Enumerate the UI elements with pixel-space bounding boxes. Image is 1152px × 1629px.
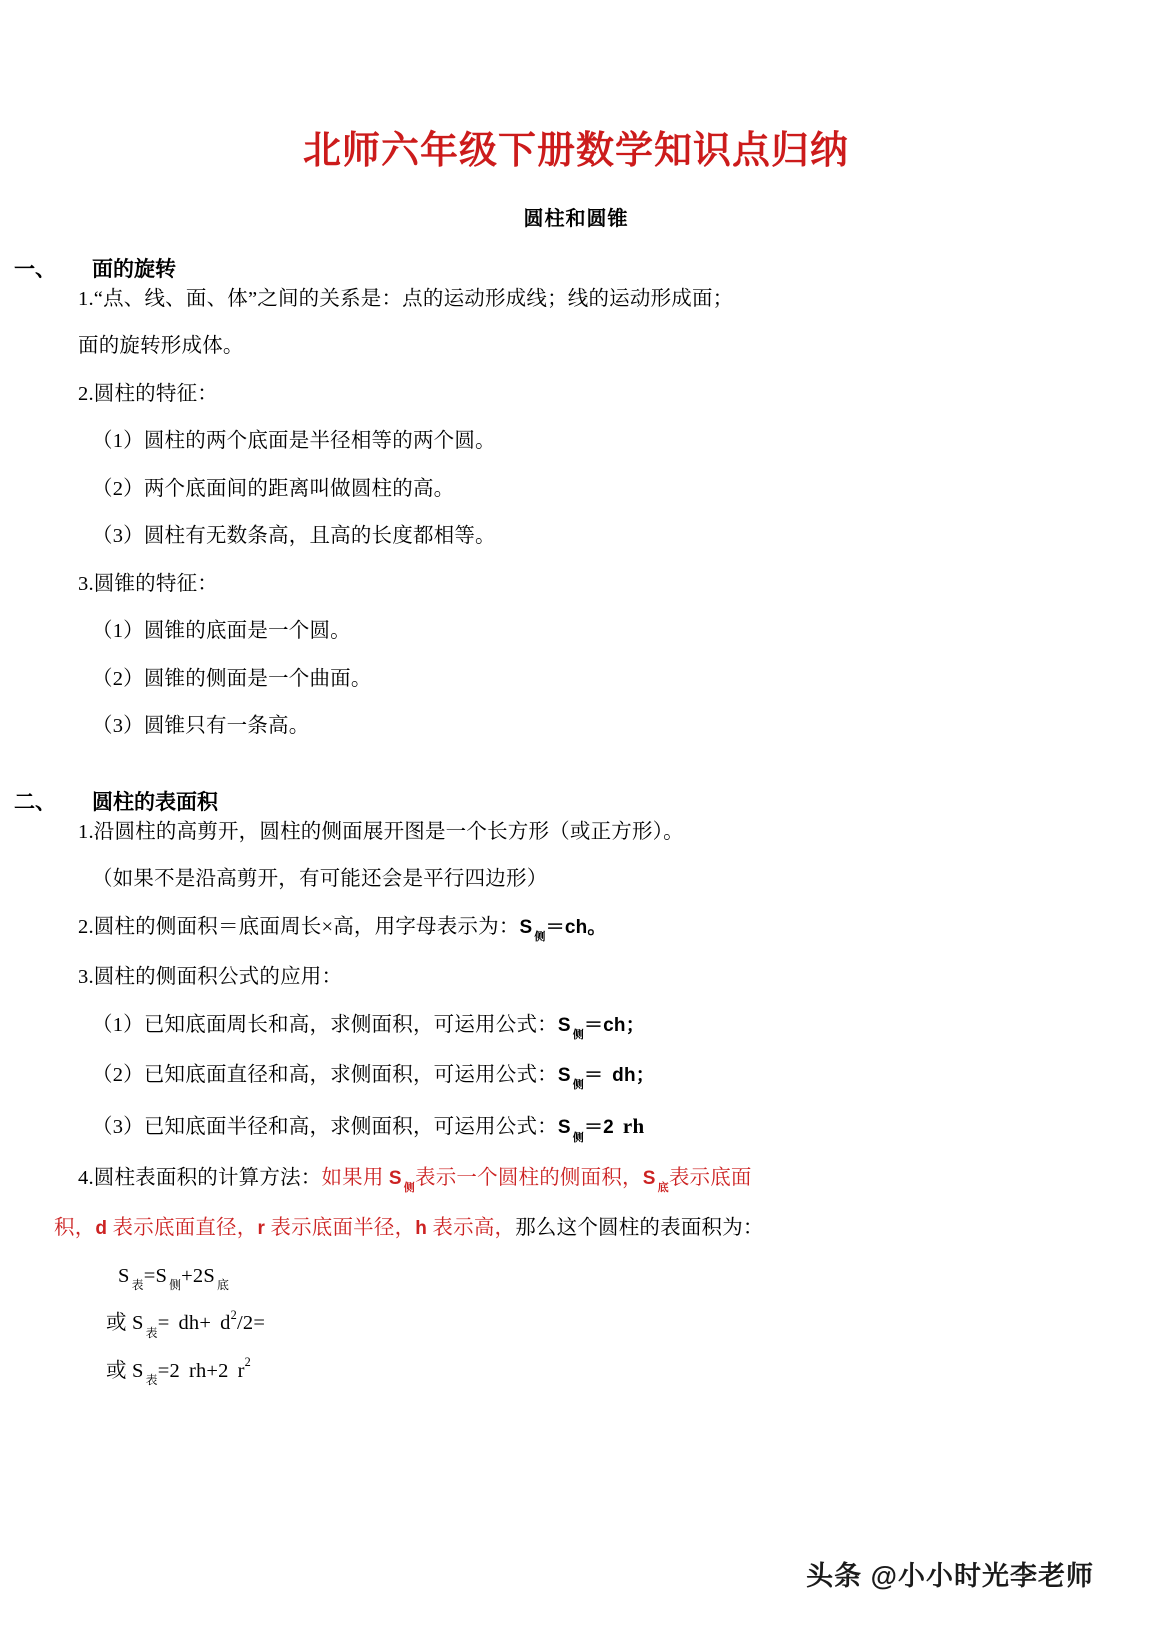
list-item-text: （1）已知底面周长和高，求侧面积，可运用公式： [92, 1013, 558, 1036]
formula-base: S [519, 916, 533, 938]
paragraph-block [0, 336, 1152, 384]
formula-s-lateral [519, 916, 607, 943]
paragraph-block [0, 289, 1152, 337]
list-item-text: 2.圆柱的侧面积＝底面周长×高，用字母表示为： [78, 915, 520, 938]
formula-term-a: rh+2 [188, 1359, 229, 1382]
red-formula-s-base [642, 1167, 669, 1194]
formula-base: S [642, 1167, 656, 1189]
symbol-d: d [95, 1218, 108, 1239]
formula-2 [557, 1064, 655, 1092]
paragraph-block [0, 431, 1152, 479]
formula-subscript: 表 [145, 1325, 158, 1340]
paragraph-block [0, 716, 1152, 764]
formula-rest: ＝ [583, 1064, 604, 1086]
formula-subscript: 侧 [403, 1181, 416, 1194]
red-formula-s-lateral [388, 1167, 416, 1194]
list-item: 1.沿圆柱的高剪开，圆柱的侧面展开图是一个长方形（或正方形）。 [78, 820, 684, 843]
list-item: （1）圆锥的底面是一个圆。 [92, 620, 351, 643]
symbol-h: h [415, 1218, 428, 1239]
formula-subscript: 底 [216, 1278, 230, 1293]
red-explanation-text-2: 表示一个圆柱的侧面积， [415, 1166, 643, 1189]
list-item-with-formula [0, 1114, 1152, 1144]
formula-subscript: 底 [657, 1181, 669, 1194]
watermark-footer: 头条 @小小时光李老师 [806, 1561, 1094, 1591]
list-item: 1.“点、线、面、体”之间的关系是：点的运动形成线；线的运动形成面； [78, 287, 734, 310]
formula-term-b: d [220, 1311, 231, 1334]
paragraph-block [0, 669, 1152, 717]
formula-surface-line-1 [0, 1264, 1152, 1293]
paragraph-block [0, 1115, 1152, 1167]
list-item: 2.圆柱的特征： [78, 382, 218, 405]
list-item: （3）圆柱有无数条高，且高的长度都相等。 [92, 525, 496, 548]
formula-subscript: 侧 [534, 930, 546, 943]
list-item-with-formula [0, 917, 1152, 941]
paragraph-block [0, 1218, 1152, 1266]
red-explanation-text-5: 表示底面直径， [107, 1217, 258, 1239]
formula-rest: ＝2 [583, 1117, 614, 1139]
formula-surface-line-3 [0, 1355, 1152, 1388]
formula-base: S [118, 1264, 130, 1287]
formula-subscript: 表 [145, 1373, 158, 1388]
paragraph-block [0, 822, 1152, 870]
list-item: （3）圆锥只有一条高。 [92, 715, 310, 738]
section-1-number: 一、 [14, 257, 56, 281]
paragraph-block [0, 967, 1152, 1015]
formula-surface-line-2 [0, 1307, 1152, 1340]
formula-subscript: 表 [131, 1278, 144, 1293]
paragraph-block [0, 1015, 1152, 1065]
list-item: 3.圆锥的特征： [78, 572, 218, 595]
formula-tail: +2S [181, 1264, 215, 1287]
paragraph-block [0, 1065, 1152, 1115]
section-2-number: 二、 [14, 790, 56, 814]
formula-term-a: dh+ [178, 1311, 212, 1334]
section-heading-1 [0, 231, 1152, 289]
paragraph-block [0, 384, 1152, 432]
section-heading-2 [0, 764, 1152, 822]
black-tail-text: 那么这个圆柱的表面积为： [515, 1217, 764, 1239]
paragraph-block [0, 479, 1152, 527]
paragraph-block [0, 574, 1152, 622]
formula-base: S [557, 1117, 571, 1139]
formula-base: S [557, 1064, 571, 1086]
formula-term-b: r [237, 1359, 245, 1382]
formula-rest: ＝ch； [583, 1014, 645, 1036]
page-subtitle: 圆柱和圆锥 [523, 207, 629, 230]
paragraph-block [0, 917, 1152, 967]
list-item: （1）圆柱的两个底面是半径相等的两个圆。 [92, 430, 496, 453]
paragraph-block [0, 1168, 1152, 1218]
red-explanation-line-2 [0, 1218, 1152, 1240]
formula-tail: /2= [236, 1311, 266, 1334]
red-explanation-line-1 [0, 1168, 1152, 1192]
list-item-with-formula [0, 1015, 1152, 1039]
formula-after: dh； [612, 1064, 655, 1086]
paragraph-block [0, 1266, 1152, 1312]
symbol-r: r [257, 1218, 266, 1239]
formula-exponent: 2 [230, 1307, 237, 1322]
formula-exponent: 2 [244, 1355, 252, 1370]
list-item: （如果不是沿高剪开，有可能还会是平行四边形） [92, 868, 548, 891]
red-explanation-text-3: 表示底面 [668, 1166, 752, 1189]
formula-3 [557, 1114, 645, 1144]
list-item: 3.圆柱的侧面积公式的应用： [78, 966, 343, 989]
red-explanation-text-1: 如果用 [321, 1166, 389, 1189]
list-item-text: （3）已知底面半径和高，求侧面积，可运用公式： [92, 1116, 558, 1139]
paragraph-block [0, 1355, 1152, 1410]
paragraph-block [0, 1307, 1152, 1358]
page-title: 北师六年级下册数学知识点归纳 [302, 130, 849, 172]
red-explanation-text-6: 表示底面半径， [265, 1217, 416, 1239]
red-explanation-text-4: 积， [54, 1217, 96, 1239]
formula-mid: =2 [157, 1359, 180, 1382]
formula-subscript: 侧 [572, 1028, 584, 1041]
red-explanation-lead: 4.圆柱表面积的计算方法： [78, 1166, 322, 1189]
formula-base: S [388, 1167, 402, 1189]
formula-1 [557, 1014, 645, 1041]
formula-subscript: 侧 [572, 1079, 584, 1092]
paragraph-block [0, 621, 1152, 669]
list-item-text: （2）已知底面直径和高，求侧面积，可运用公式： [92, 1063, 558, 1086]
paragraph-block [0, 869, 1152, 917]
list-item: （2）两个底面间的距离叫做圆柱的高。 [92, 477, 455, 500]
formula-subscript: 侧 [572, 1131, 584, 1144]
red-explanation-text-7: 表示高， [427, 1217, 516, 1239]
list-item: （2）圆锥的侧面是一个曲面。 [92, 667, 372, 690]
formula-mid: =S [143, 1264, 168, 1287]
formula-base: S [557, 1014, 571, 1036]
formula-rest: ＝ch。 [545, 916, 607, 938]
list-item-continuation: 面的旋转形成体。 [78, 335, 244, 358]
formula-mid: = [157, 1311, 170, 1334]
section-2-title: 圆柱的表面积 [92, 790, 218, 814]
formula-prefix: 或 S [106, 1359, 144, 1382]
formula-prefix: 或 S [106, 1311, 144, 1334]
formula-subscript: 侧 [169, 1278, 182, 1293]
formula-after: rh [622, 1114, 645, 1139]
section-1-title: 面的旋转 [92, 257, 176, 281]
paragraph-block [0, 526, 1152, 574]
list-item-with-formula [0, 1063, 1152, 1092]
